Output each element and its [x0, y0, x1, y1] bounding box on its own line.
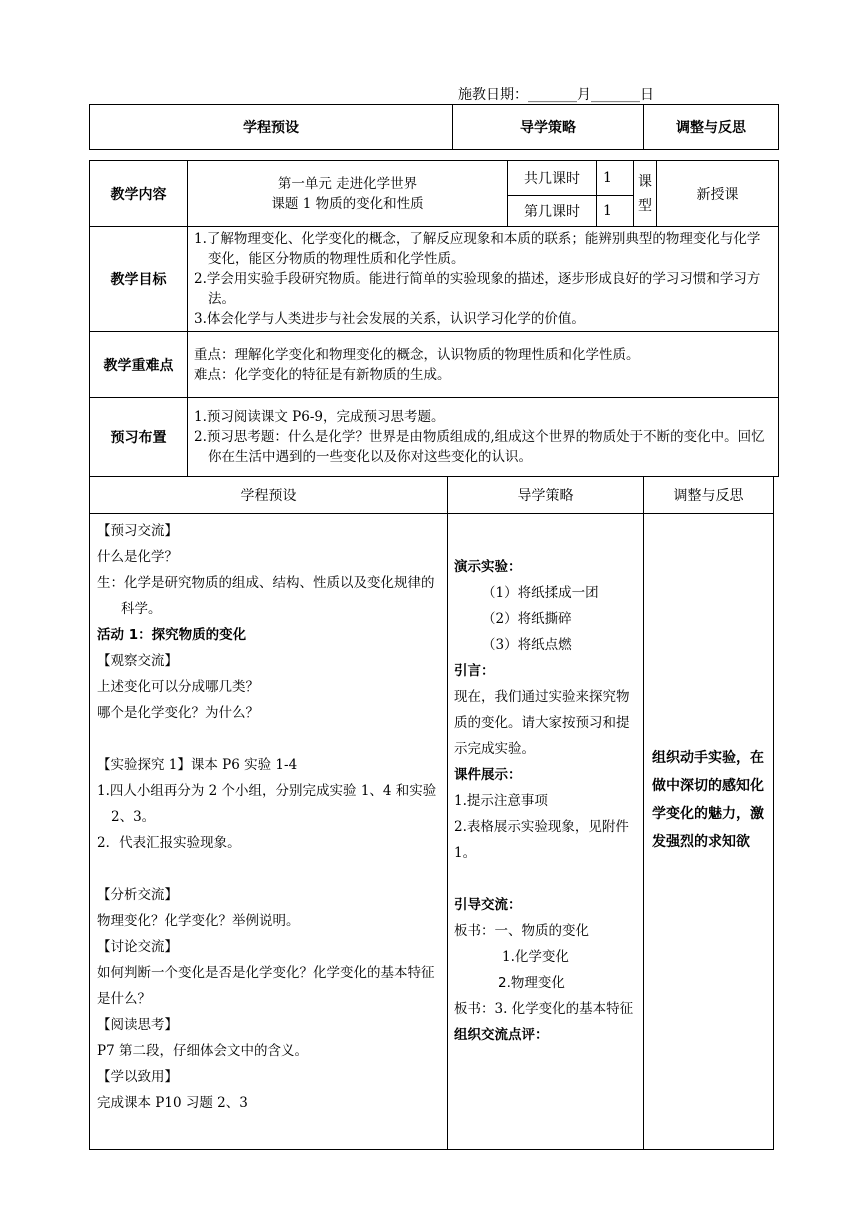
board-1a: 1.化学变化 [502, 949, 569, 965]
demo-title: 演示实验： [454, 559, 522, 575]
plan-question-2: 哪个是化学变化？为什么？ [97, 705, 259, 721]
type-label: 课型 [634, 161, 657, 227]
key-cell [188, 332, 779, 398]
plan-reading-q: P7 第二段，仔细体会文中的含义。 [97, 1043, 308, 1059]
courseware-1: 1.提示注意事项 [454, 793, 548, 809]
goal-2: 2.学会用实验手段研究物质。能进行简单的实验现象的描述，逐步形成良好的学习习惯和学习方法。 [194, 271, 761, 307]
intro-text: 现在，我们通过实验来探究物质的变化。请大家按预习和提示完成实验。 [454, 689, 630, 757]
goals-label: 教学目标 [90, 227, 188, 332]
header-plan: 学程预设 [90, 105, 453, 150]
plan-reading: 【阅读思考】 [97, 1017, 178, 1033]
reflection-cell [644, 514, 774, 1150]
reflection-text: 组织动手实验，在做中深切的感知化学变化的魅力，激发强烈的求知欲 [652, 750, 764, 850]
plan-analysis-q: 物理变化？化学变化？举例说明。 [97, 913, 300, 929]
header-reflection: 调整与反思 [644, 105, 779, 150]
plan-apply: 【学以致用】 [97, 1069, 178, 1085]
demo-step-1: （1）将纸揉成一团 [482, 585, 599, 601]
demo-step-3: （3）将纸点燃 [482, 637, 572, 653]
mid-header-strategy: 导学策略 [448, 477, 644, 514]
board-1b: 2.物理变化 [498, 975, 565, 991]
plan-step-1: 1.四人小组再分为 2 个小组，分别完成实验 1、4 和实验 2、3。 [97, 783, 437, 825]
plan-experiment: 【实验探究 1】课本 P6 实验 1-4 [97, 757, 298, 773]
header-table-top [89, 104, 779, 150]
preview-1: 1.预习阅读课文 P6-9，完成预习思考题。 [194, 409, 445, 425]
plan-preview-exchange: 【预习交流】 [97, 523, 178, 539]
preview-label: 预习布置 [90, 398, 188, 477]
goals-cell [188, 227, 779, 332]
plan-cell [90, 514, 448, 1150]
info-table [89, 160, 779, 477]
unit-title: 第一单元 走进化学世界 [277, 175, 418, 192]
plan-what-is-chem: 什么是化学？ [97, 549, 178, 565]
preview-cell [188, 398, 779, 477]
intro-title: 引言： [454, 663, 495, 679]
strategy-cell [448, 514, 644, 1150]
plan-student-answer: 生：化学是研究物质的组成、结构、性质以及变化规律的科学。 [97, 575, 435, 617]
content-cell [188, 161, 508, 227]
plan-observe: 【观察交流】 [97, 653, 178, 669]
goal-3: 3.体会化学与人类进步与社会发展的关系，认识学习化学的价值。 [194, 311, 585, 327]
total-hours-value: 1 [597, 161, 634, 196]
teaching-date: 施教日期：_______月_______日 [458, 87, 654, 103]
courseware-2: 2.表格展示实验现象，见附件 1。 [454, 819, 629, 861]
plan-question-1: 上述变化可以分成哪几类？ [97, 679, 259, 695]
key-label: 教学重难点 [90, 332, 188, 398]
goal-1: 1.了解物理变化、化学变化的概念，了解反应现象和本质的联系；能辨别典型的物理变化与化学变化，能区分物质的物理性质和化学性质。 [194, 231, 761, 267]
preview-2: 2.预习思考题：什么是化学？世界是由物质组成的,组成这个世界的物质处于不断的变化中。回忆你在生活中遇到的一些变化以及你对这些变化的认识。 [194, 429, 765, 465]
mid-header-plan: 学程预设 [90, 477, 448, 514]
demo-step-2: （2）将纸撕碎 [482, 611, 572, 627]
board-2: 板书：3. 化学变化的基本特征 [454, 1001, 634, 1017]
key-point: 重点：理解化学变化和物理变化的概念，认识物质的物理性质和化学性质。 [194, 346, 640, 363]
plan-step-2: 2．代表汇报实验现象。 [97, 835, 241, 851]
plan-discussion-q: 如何判断一个变化是否是化学变化？化学变化的基本特征是什么？ [97, 965, 435, 1007]
review-title: 组织交流点评： [454, 1027, 549, 1043]
courseware-title: 课件展示： [454, 767, 522, 783]
content-label: 教学内容 [90, 161, 188, 227]
guide-title: 引导交流： [454, 897, 522, 913]
plan-table [89, 476, 774, 1150]
plan-analysis: 【分析交流】 [97, 887, 178, 903]
difficult-point: 难点：化学变化的特征是有新物质的生成。 [194, 366, 451, 383]
which-hour-label: 第几课时 [508, 196, 597, 227]
type-value: 新授课 [657, 161, 779, 227]
lesson-title: 课题 1 物质的变化和性质 [271, 195, 424, 212]
plan-discussion: 【讨论交流】 [97, 939, 178, 955]
total-hours-label: 共几课时 [508, 161, 597, 196]
mid-header-reflection: 调整与反思 [644, 477, 774, 514]
header-strategy: 导学策略 [453, 105, 644, 150]
plan-apply-q: 完成课本 P10 习题 2、3 [97, 1095, 248, 1111]
plan-activity-1: 活动 1：探究物质的变化 [97, 627, 247, 643]
which-hour-value: 1 [597, 196, 634, 227]
board-1: 板书：一、物质的变化 [454, 923, 589, 939]
